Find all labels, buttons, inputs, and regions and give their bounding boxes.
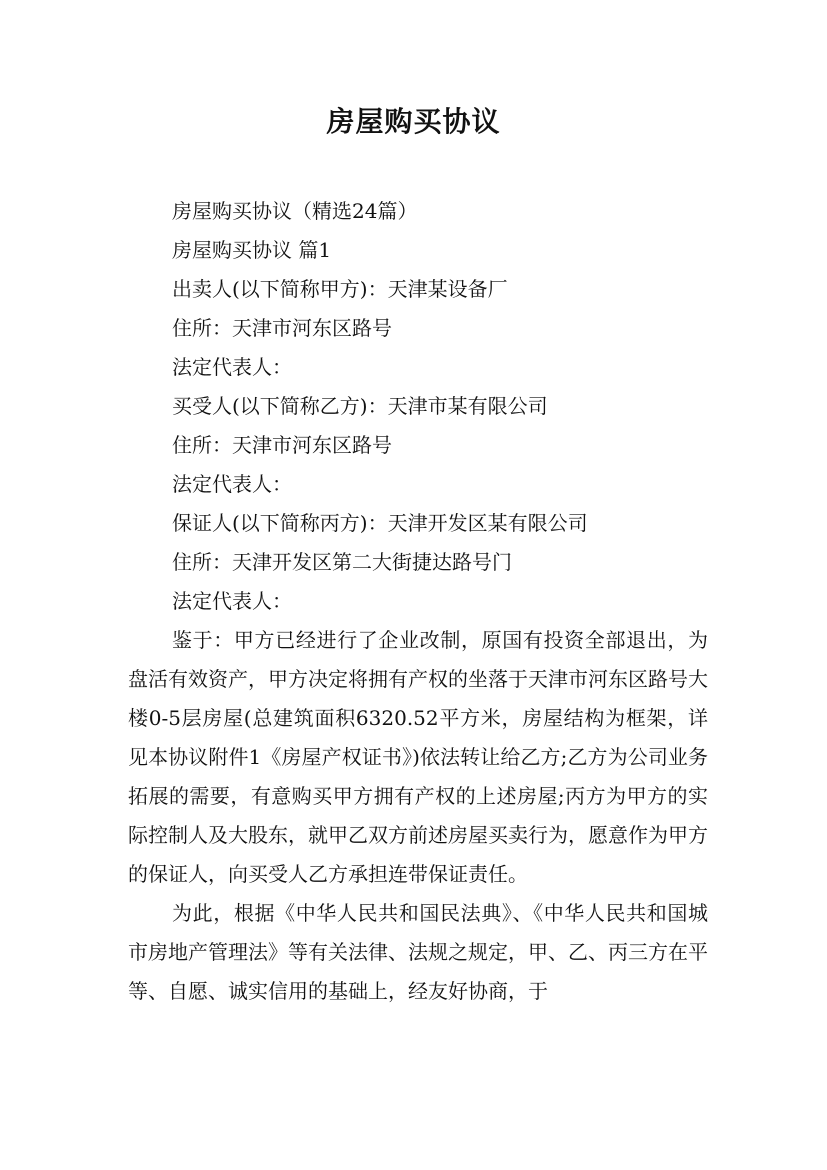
buyer-representative-line: 法定代表人： bbox=[172, 472, 292, 496]
guarantor-line: 保证人(以下简称丙方)：天津开发区某有限公司 bbox=[172, 511, 588, 535]
guarantor-address-line: 住所：天津开发区第二大街捷达路号门 bbox=[172, 550, 512, 574]
seller-address-line: 住所：天津市河东区路号 bbox=[172, 316, 392, 340]
buyer-address-line: 住所：天津市河东区路号 bbox=[172, 433, 392, 457]
seller-line: 出卖人(以下简称甲方)：天津某设备厂 bbox=[172, 277, 508, 301]
subtitle-line: 房屋购买协议（精选24篇） bbox=[172, 199, 418, 223]
document-title: 房屋购买协议 bbox=[326, 105, 501, 138]
buyer-line: 买受人(以下简称乙方)：天津市某有限公司 bbox=[172, 394, 548, 418]
recital-paragraph: 鉴于：甲方已经进行了企业改制，原国有投资全部退出，为盘活有效资产，甲方决定将拥有产权的坐落于天津市河东区路号大楼0-5层房屋(总建筑面积6320.52平方米，房屋结构为框架，详见本协议附件1《房屋产权证书》)依法转让给乙方;乙方为公司业务拓展的需要，有意购买甲方拥有产权的上述房屋;丙方为甲方的实际控制人及大股东，就甲乙双方前述房屋买卖行为，愿意作为甲方的保证人，向买受人乙方承担连带保证责任。 bbox=[128, 628, 708, 886]
document-body bbox=[128, 192, 708, 1011]
basis-paragraph: 为此，根据《中华人民共和国民法典》、《中华人民共和国城市房地产管理法》等有关法律、法规之规定，甲、乙、丙三方在平等、自愿、诚实信用的基础上，经友好协商，于 bbox=[128, 901, 708, 1003]
seller-representative-line: 法定代表人： bbox=[172, 355, 292, 379]
section-heading: 房屋购买协议 篇1 bbox=[172, 238, 332, 262]
guarantor-representative-line: 法定代表人： bbox=[172, 589, 292, 613]
